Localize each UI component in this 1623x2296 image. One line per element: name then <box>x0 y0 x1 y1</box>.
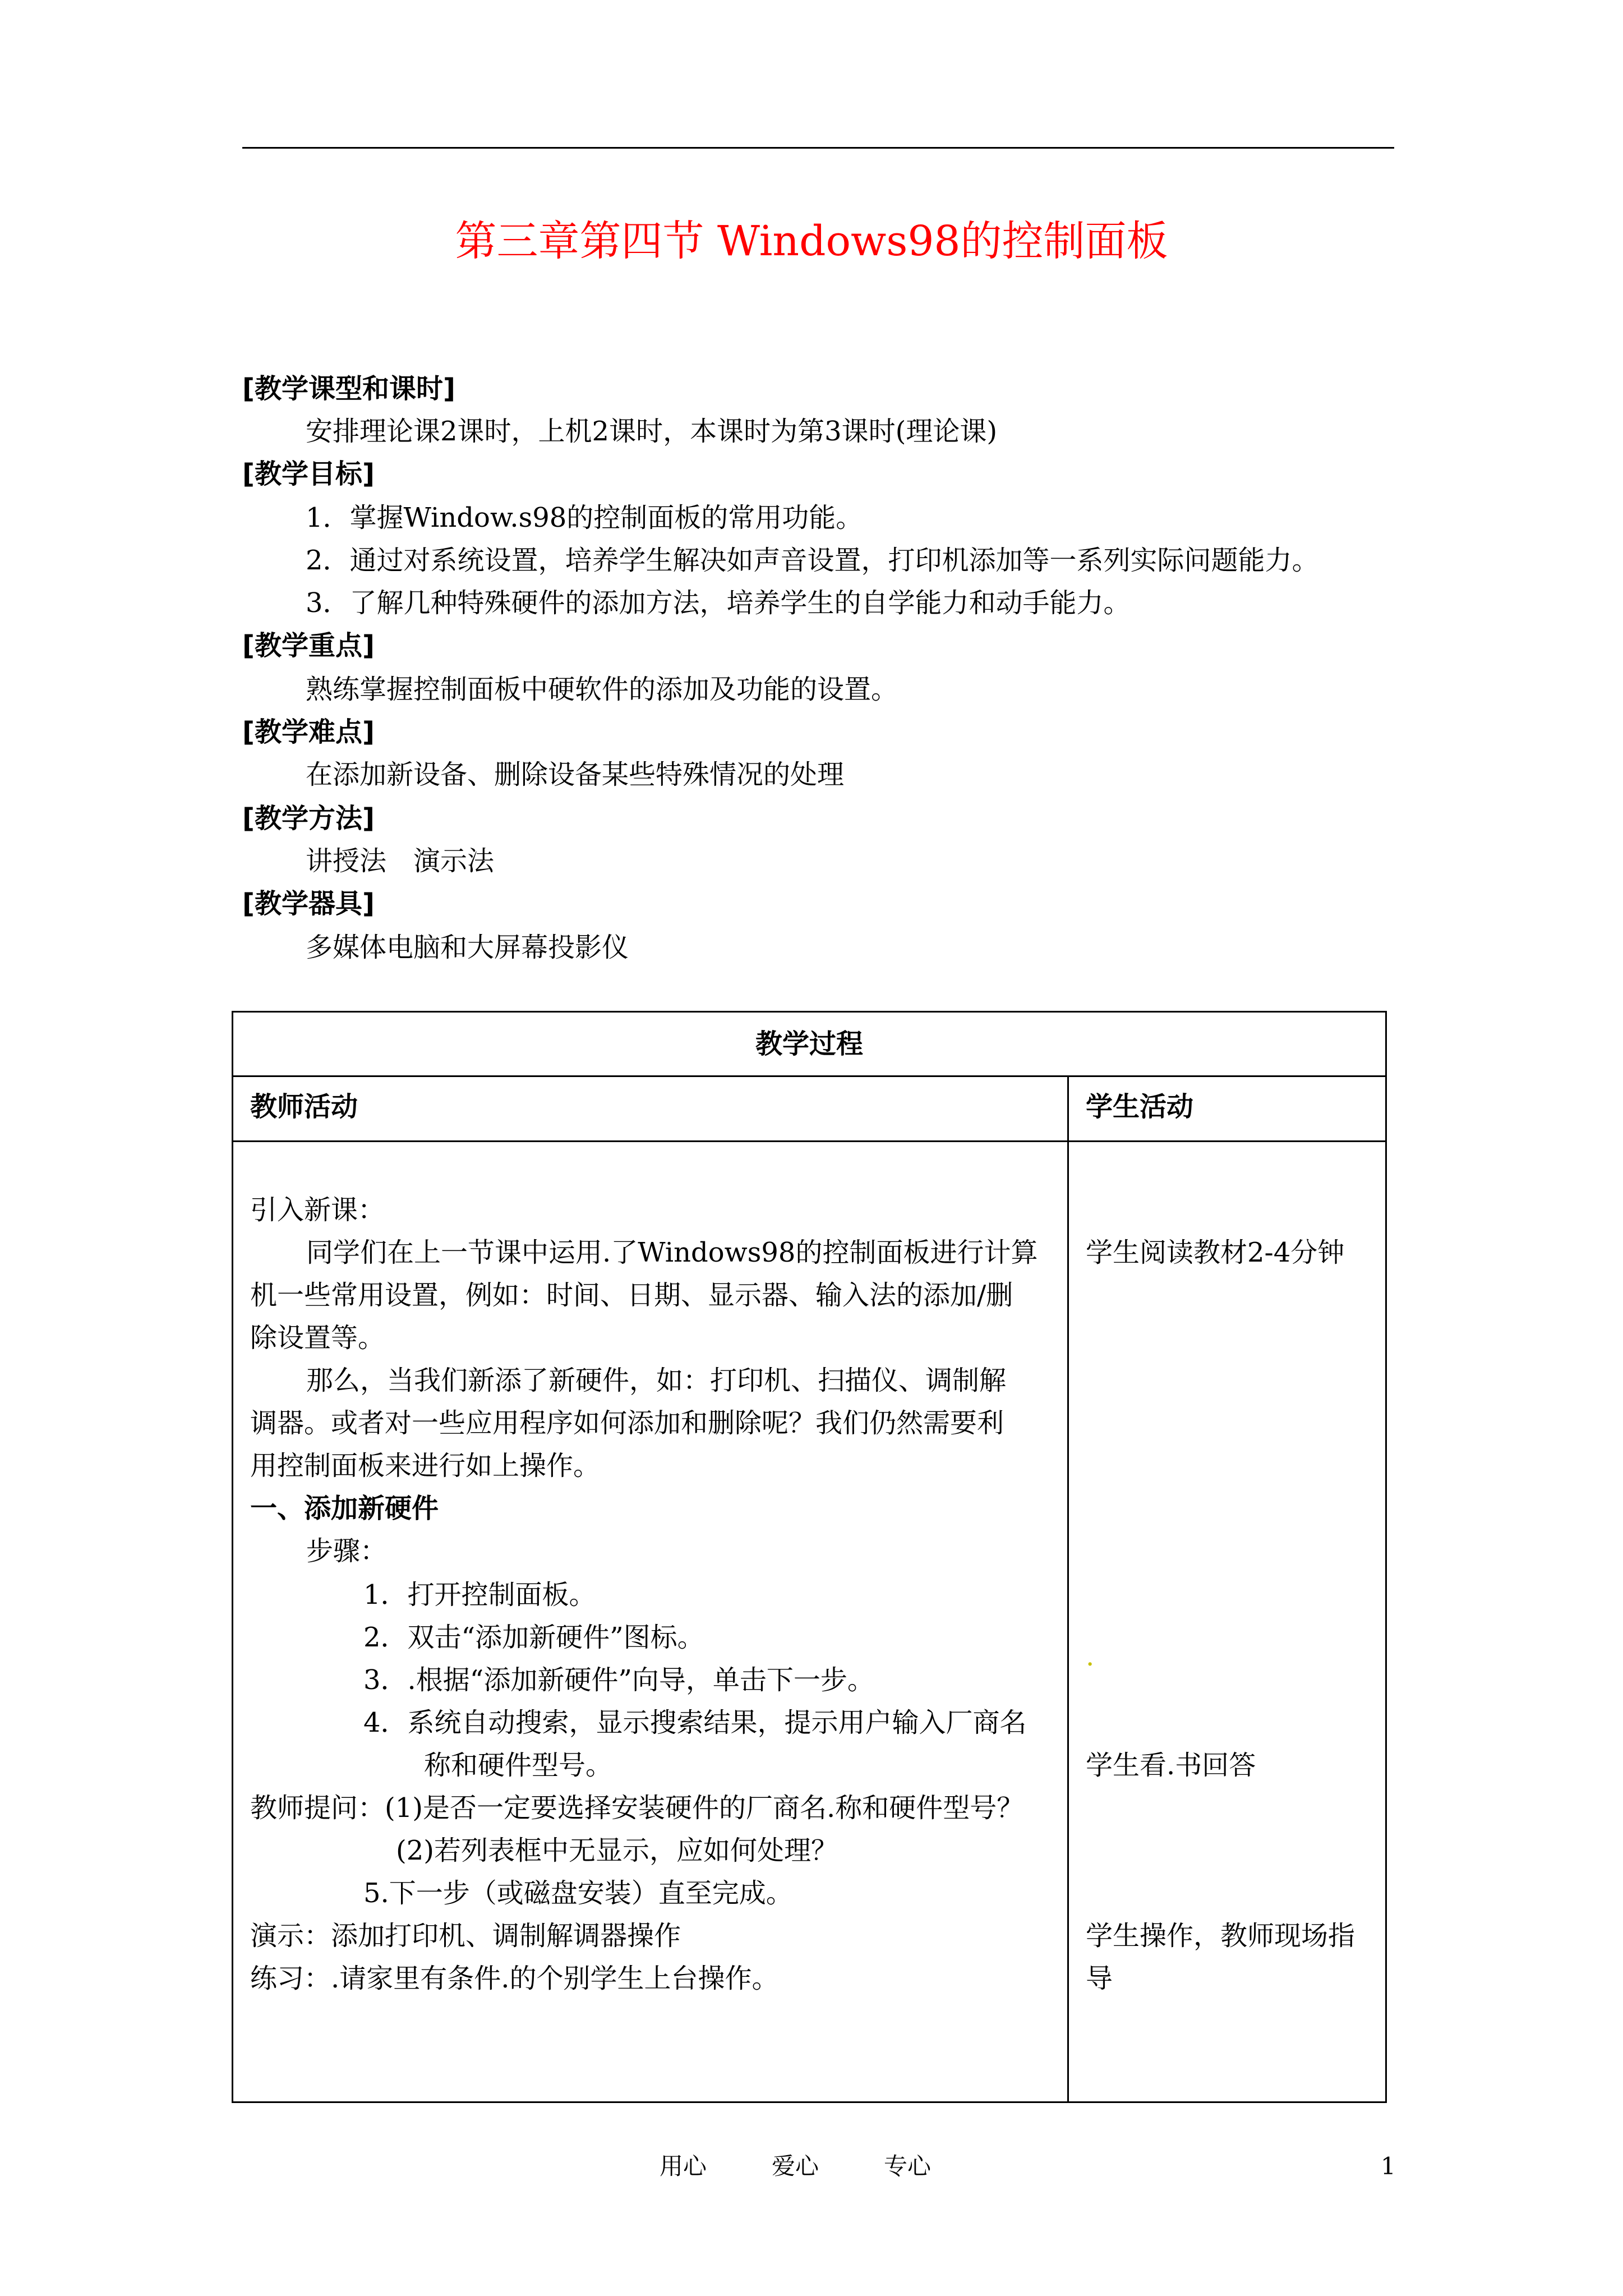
student-line: 学生看.书回答 <box>1086 1750 1256 1781</box>
section-heading-goals: [教学目标] <box>242 458 375 490</box>
section-line-difficulty: 在添加新设备、删除设备某些特殊情况的处理 <box>306 759 845 790</box>
teacher-step: 3．.根据“添加新硬件”向导，单击下一步。 <box>363 1664 874 1696</box>
student-line: 导 <box>1086 1963 1113 1994</box>
student-line: 学生阅读教材2-4分钟 <box>1086 1237 1345 1268</box>
section-line-equipment: 多媒体电脑和大屏幕投影仪 <box>306 932 629 963</box>
teacher-question: (2)若列表框中无显示，应如何处理？ <box>396 1835 838 1866</box>
footer-motto-2: 爱心 <box>772 2152 819 2180</box>
teacher-line: 除设置等。 <box>250 1322 385 1354</box>
student-line: . <box>1086 1641 1095 1672</box>
teacher-step: 称和硬件型号。 <box>424 1750 613 1781</box>
section-line-goal-2: 2．通过对系统设置，培养学生解决如声音设置，打印机添加等一系列实际问题能力。 <box>306 545 1319 576</box>
section-line-key: 熟练掌握控制面板中硬软件的添加及功能的设置。 <box>306 674 898 705</box>
teacher-line: 演示：添加打印机、调制解调器操作 <box>250 1920 681 1952</box>
teacher-question: 教师提问：(1)是否一定要选择安装硬件的厂商名.称和硬件型号？ <box>250 1792 1024 1824</box>
teacher-step: 4．系统自动搜索，显示搜索结果，提示用户输入厂商名 <box>363 1707 1027 1738</box>
footer-motto-1: 用心 <box>660 2152 707 2180</box>
teacher-step: 5.下一步（或磁盘安装）直至完成。 <box>363 1878 793 1909</box>
teacher-step: 1．打开控制面板。 <box>363 1579 596 1611</box>
teacher-line: 机一些常用设置，例如：时间、日期、显示器、输入法的添加/删 <box>250 1280 1013 1311</box>
col-header-teacher: 教师活动 <box>250 1091 358 1122</box>
section-heading-difficulty: [教学难点] <box>242 716 375 748</box>
header-rule <box>242 147 1394 149</box>
teacher-line: 练习：.请家里有条件.的个别学生上台操作。 <box>250 1963 779 1994</box>
teacher-line: 调器。或者对一些应用程序如何添加和删除呢？我们仍然需要利 <box>250 1407 1004 1439</box>
table-rule-2 <box>233 1140 1385 1142</box>
section-line-type: 安排理论课2课时，上机2课时，本课时为第3课时(理论课) <box>306 416 998 447</box>
page-number: 1 <box>1381 2152 1396 2180</box>
section-heading-method: [教学方法] <box>242 803 375 834</box>
teacher-line: 那么，当我们新添了新硬件，如：打印机、扫描仪、调制解 <box>306 1365 1007 1396</box>
section-line-method: 讲授法 演示法 <box>306 845 495 877</box>
section-line-goal-3: 3．了解几种特殊硬件的添加方法，培养学生的自学能力和动手能力。 <box>306 587 1131 619</box>
page-title: 第三章第四节 Windows98的控制面板 <box>455 217 1168 265</box>
table-column-divider <box>1067 1075 1069 2101</box>
table-rule-1 <box>233 1075 1385 1077</box>
footer-motto-3: 专心 <box>884 2152 932 2180</box>
section-line-goal-1: 1．掌握Window.s98的控制面板的常用功能。 <box>306 502 863 533</box>
col-header-student: 学生活动 <box>1086 1091 1194 1122</box>
process-table <box>232 1011 1387 2103</box>
teacher-line: 用控制面板来进行如上操作。 <box>250 1450 601 1481</box>
teacher-line: 步骤： <box>306 1535 388 1567</box>
table-caption: 教学过程 <box>755 1028 863 1060</box>
teacher-subheading: 一、添加新硬件 <box>250 1493 439 1524</box>
section-heading-equipment: [教学器具] <box>242 888 375 919</box>
section-heading-type: [教学课型和课时] <box>242 373 455 404</box>
teacher-line: 引入新课： <box>250 1194 385 1226</box>
teacher-line: 同学们在上一节课中运用.了Windows98的控制面板进行计算 <box>306 1237 1038 1268</box>
student-line: 学生操作，教师现场指 <box>1086 1920 1355 1952</box>
section-heading-key: [教学重点] <box>242 630 375 661</box>
teacher-step: 2．双击“添加新硬件”图标。 <box>363 1622 704 1653</box>
